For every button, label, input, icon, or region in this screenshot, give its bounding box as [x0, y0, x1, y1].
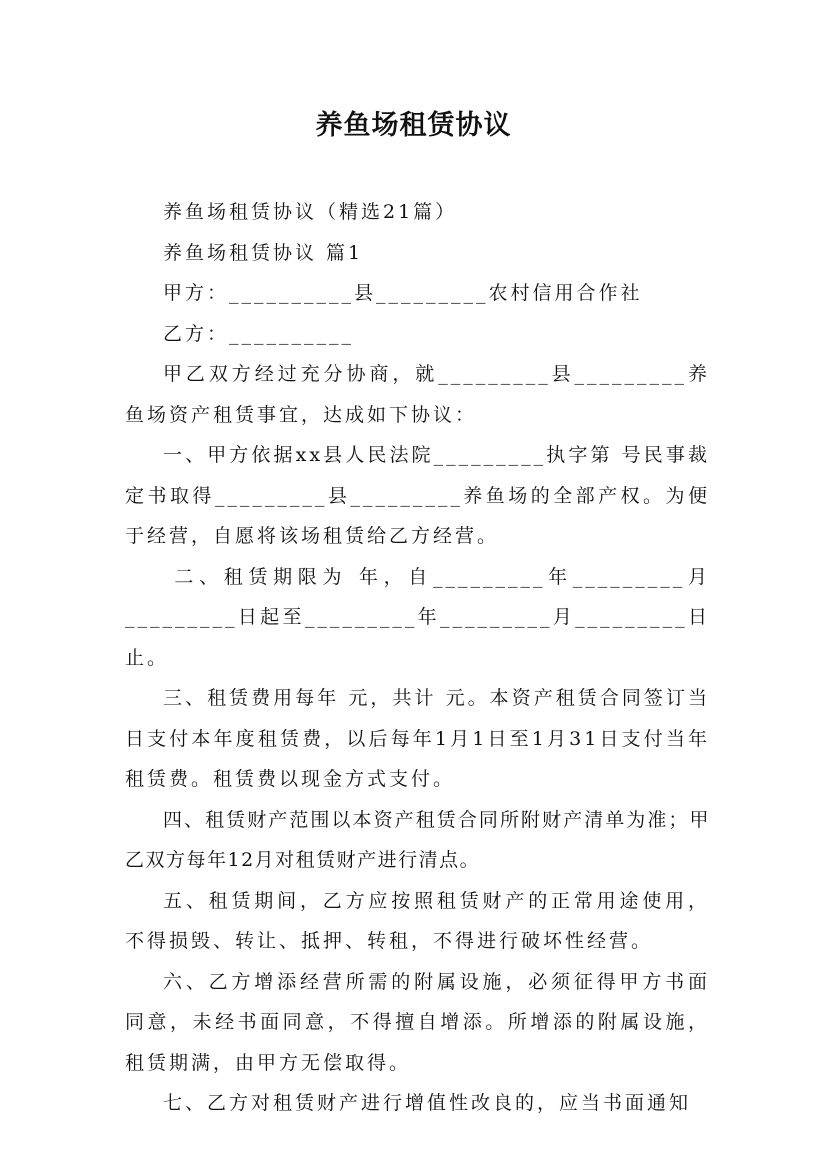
paragraph-clause-5: 五、租赁期间，乙方应按照租赁财产的正常用途使用，不得损毁、转让、抵押、转租，不得进行破坏性经营。 [125, 889, 710, 952]
paragraph-party-a: 甲方：__________县_________农村信用合作社 [163, 282, 643, 304]
document-title: 养鱼场租赁协议 [315, 110, 512, 141]
paragraph-clause-1: 一、甲方依据xx县人民法院_________执字第 号民事裁定书取得_________县_________养鱼场的全部产权。为便于经营，自愿将该场租赁给乙方经营。 [125, 444, 710, 547]
paragraph-clause-7: 七、乙方对租赁财产进行增值性改良的，应当书面通知 [163, 1092, 692, 1114]
paragraph-party-b: 乙方：__________ [163, 322, 355, 345]
paragraph-section-heading: 养鱼场租赁协议 篇1 [163, 241, 364, 264]
paragraph-subtitle: 养鱼场租赁协议（精选21篇） [163, 201, 458, 223]
paragraph-clause-3: 三、租赁费用每年 元，共计 元。本资产租赁合同签订当日支付本年度租赁费，以后每年1月1日至1月31日支付当年租赁费。租赁费以现金方式支付。 [125, 687, 710, 790]
paragraph-clause-6: 六、乙方增添经营所需的附属设施，必须征得甲方书面同意，未经书面同意，不得擅自增添。所增添的附属设施，租赁期满，由甲方无偿取得。 [125, 970, 710, 1074]
paragraph-preamble: 甲乙双方经过充分协商，就_________县_________养鱼场资产租赁事宜，达成如下协议： [125, 363, 710, 426]
paragraph-clause-2: 二、租赁期限为 年，自_________年_________月_________日起至_________年_________月_________日止。 [125, 565, 710, 669]
document-body [125, 192, 710, 1124]
paragraph-clause-4: 四、租赁财产范围以本资产租赁合同所附财产清单为准；甲乙双方每年12月对租赁财产进行清点。 [125, 808, 710, 871]
